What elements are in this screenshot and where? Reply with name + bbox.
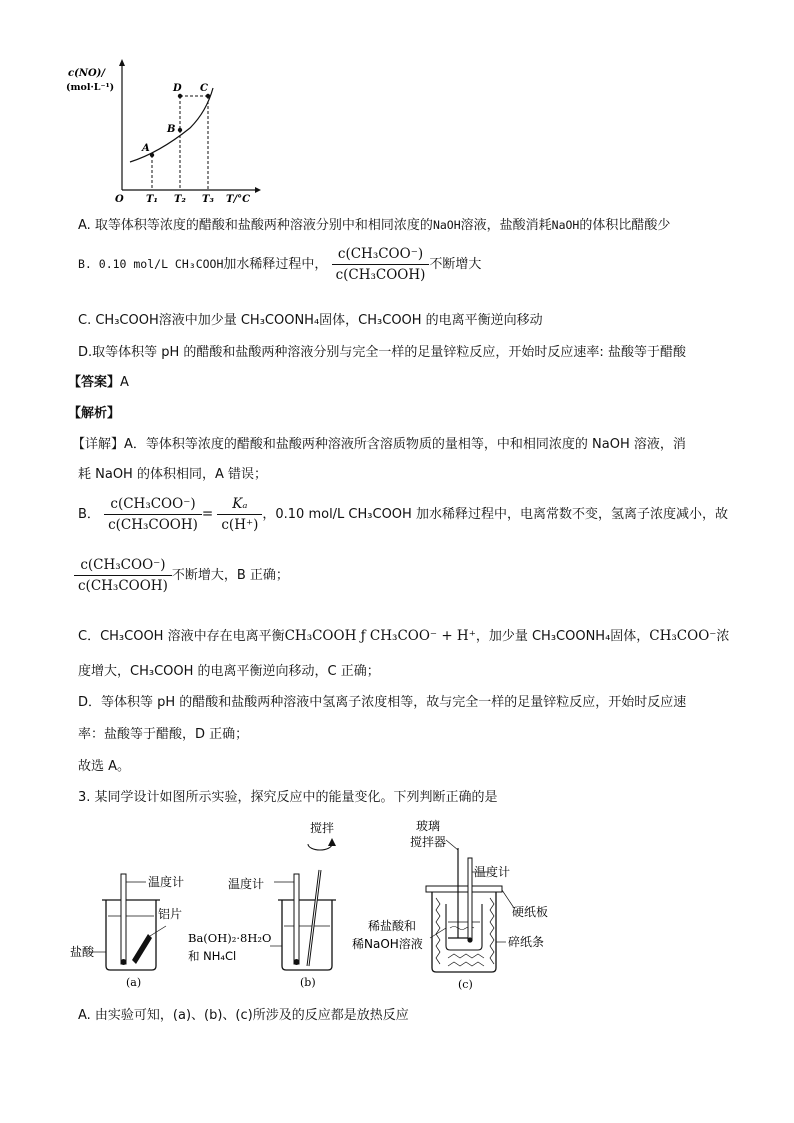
c-caption: (c) xyxy=(458,978,473,991)
fraction-acetate-ratio-b: $\frac{\text{c(CH₃COO⁻)}}{\text{c(CH₃COOH)}}$ xyxy=(104,496,202,533)
detail-line-1: 【详解】A．等体积等浓度的醋酸和盐酸两种溶液所含溶质物质的量相等，中和相同浓度的 NaOH 溶液，消 xyxy=(72,437,686,452)
option-c: C. CH₃COOH溶液中加少量 CH₃COONH₄固体，CH₃COOH 的电离平衡逆向移动 xyxy=(78,313,543,328)
c-glass-2: 搅拌器 xyxy=(410,835,447,849)
x-axis-label: T/°C xyxy=(226,194,251,205)
a-al-label: 铝片 xyxy=(158,907,183,921)
a-thermometer-label: 温度计 xyxy=(148,875,185,889)
detail-d-line-2: 率：盐酸等于醋酸，D 正确； xyxy=(78,727,249,742)
answer-line: 【答案】A xyxy=(68,375,129,390)
fraction-acetate-ratio-b2: $\frac{\text{c(CH₃COO⁻)}}{\text{c(CH₃COOH)}}$ xyxy=(74,557,172,594)
c-board-label: 硬纸板 xyxy=(512,905,549,919)
point-b-label: B xyxy=(167,124,176,135)
tick-t1: T₁ xyxy=(146,194,158,205)
c-sol-1: 稀盐酸和 xyxy=(368,919,417,933)
detail-line-2: 耗 NaOH 的体积相同，A 错误； xyxy=(78,467,267,482)
c-paper-label: 碎纸条 xyxy=(508,935,545,949)
apparatus-c xyxy=(352,818,548,991)
b-thermometer-label: 温度计 xyxy=(228,877,265,891)
c-sol-2: 稀NaOH溶液 xyxy=(352,937,423,951)
fraction-ka: $\frac{\text{Kₐ}}{c(H^+)}$ xyxy=(217,496,262,533)
a-caption: (a) xyxy=(126,976,142,989)
apparatus-b xyxy=(188,820,336,989)
apparatus-figure xyxy=(70,818,549,993)
point-d-label: D xyxy=(173,83,182,94)
y-axis-label: c(NO)/ xyxy=(68,68,106,79)
tick-t3: T₃ xyxy=(202,194,214,205)
b-stir-label: 搅拌 xyxy=(310,821,335,835)
detail-c-line-1: C．CH₃COOH 溶液中存在电离平衡CH₃COOH ƒ CH₃COO⁻ + H⁺，加少量 CH₃COONH₄固体，CH₃COO⁻浓 xyxy=(78,628,730,644)
detail-b-line-2: $\frac{\text{c(CH₃COO⁻)}}{\text{c(CH₃COOH)}}$ 不断增大，B 正确； xyxy=(74,557,289,594)
origin-label: O xyxy=(115,194,124,205)
question-3-stem: 3. 某同学设计如图所示实验，探究反应中的能量变化。下列判断正确的是 xyxy=(78,790,498,805)
c-thermometer-label: 温度计 xyxy=(474,865,511,879)
detail-d-line-1: D．等体积等 pH 的醋酸和盐酸两种溶液中氢离子浓度相等，故与完全一样的足量锌粒反应，开始时反应速 xyxy=(78,695,687,710)
b-reagent-1: Ba(OH)₂·8H₂O xyxy=(188,931,272,945)
point-a-label: A xyxy=(142,143,150,154)
option-a: A. 取等体积等浓度的醋酸和盐酸两种溶液分别中和相同浓度的NaOH溶液，盐酸消耗NaOH的体积比醋酸少 xyxy=(78,218,671,233)
fraction-acetate-ratio: $\frac{\text{c(CH₃COO⁻)}}{\text{c(CH₃COOH)}}$ xyxy=(332,246,430,283)
y-axis-unit: (mol·L⁻¹) xyxy=(66,82,115,93)
b-caption: (b) xyxy=(300,976,316,989)
a-hcl-label: 盐酸 xyxy=(70,945,95,959)
question-3-option-a: A. 由实验可知，(a)、(b)、(c)所涉及的反应都是放热反应 xyxy=(78,1008,409,1023)
concentration-temperature-graph xyxy=(60,58,260,208)
point-c-label: C xyxy=(200,83,208,94)
apparatus-a xyxy=(70,874,184,989)
option-b: B. 0.10 mol/L CH₃COOH加水稀释过程中， $\frac{\text{c(CH₃COO⁻)}}{\text{c(CH₃COOH)}}$ 不断增大 xyxy=(78,246,482,283)
option-d: D.取等体积等 pH 的醋酸和盐酸两种溶液分别与完全一样的足量锌粒反应，开始时反应速率: 盐酸等于醋酸 xyxy=(78,345,686,360)
detail-c-line-2: 度增大，CH₃COOH 的电离平衡逆向移动，C 正确； xyxy=(78,664,380,679)
b-reagent-2: 和 NH₄Cl xyxy=(188,949,237,963)
detail-choose: 故选 A。 xyxy=(78,759,131,774)
detail-b-line: B． $\frac{\text{c(CH₃COO⁻)}}{\text{c(CH₃COOH)}}$ = $\frac{\text{Kₐ}}{c(H^+)}$ ，0.10 mol/L CH₃COOH 加水稀释过程中，电离常数不变，氢离子浓度减小，故 xyxy=(78,496,728,533)
tick-t2: T₂ xyxy=(174,194,186,205)
c-glass-1: 玻璃 xyxy=(416,819,441,833)
analysis-label: 【解析】 xyxy=(68,406,121,421)
